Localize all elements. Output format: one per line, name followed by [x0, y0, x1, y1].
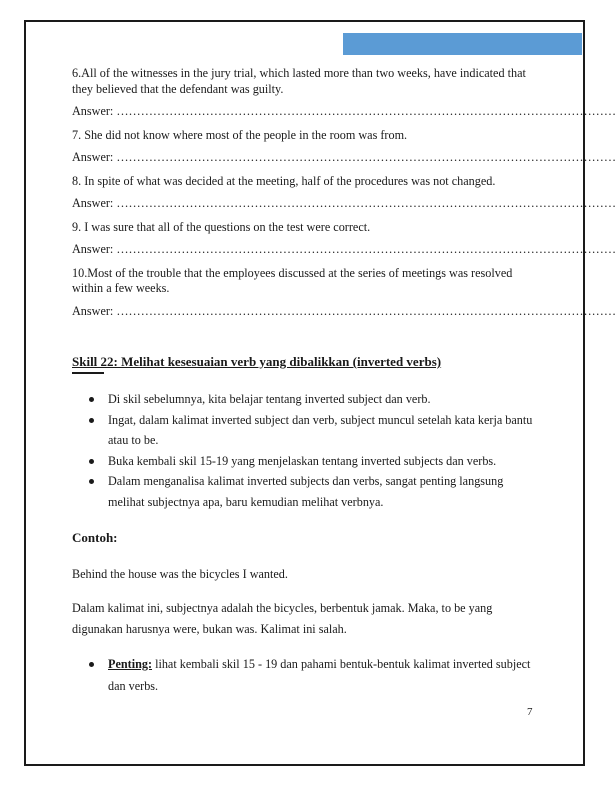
heading-underline-rule	[72, 372, 104, 374]
question-6: 6.All of the witnesses in the jury trial, which lasted more than two weeks, have indicated that they believed that the defendant was guilty.	[72, 66, 526, 96]
skill-heading: Skill 22: Melihat kesesuaian verb yang dibalikkan (inverted verbs)	[72, 354, 442, 369]
exercise-list	[72, 66, 616, 327]
answer-line-10: Answer: ……………………………………………………………………………………………………………	[72, 303, 616, 318]
bullet-icon	[89, 397, 94, 402]
example-heading: Contoh:	[72, 530, 118, 545]
list-item	[88, 653, 538, 697]
question-8: 8. In spite of what was decided at the meeting, half of the procedures was not changed.	[72, 173, 496, 188]
skill-bullet-list	[88, 389, 538, 512]
list-item: Ingat, dalam kalimat inverted subject dan verb, subject muncul setelah kata kerja bantu atau to be.	[88, 410, 538, 451]
answer-line-8: Answer: ……………………………………………………………………………………………………………	[72, 196, 616, 210]
question-10: 10.Most of the trouble that the employees discussed at the series of meetings was resolved within a few weeks.	[72, 265, 513, 295]
bullet-icon	[89, 418, 94, 423]
note-label: Penting:	[108, 657, 153, 671]
header-color-bar	[343, 33, 582, 55]
example-sentence: Behind the house was the bicycles I wanted.	[72, 567, 288, 581]
note-list	[88, 653, 538, 697]
question-7: 7. She did not know where most of the people in the room was from.	[72, 127, 408, 142]
list-item: Dalam menganalisa kalimat inverted subjects dan verbs, sangat penting langsung melihat subjectnya apa, baru kemudian melihat verbnya.	[88, 471, 538, 512]
bullet-icon	[89, 479, 94, 484]
list-item: Di skil sebelumnya, kita belajar tentang inverted subject dan verb.	[88, 389, 538, 410]
answer-line-9: Answer: ……………………………………………………………………………………………………………	[72, 242, 616, 256]
answer-line-7: Answer: ……………………………………………………………………………………………………………	[72, 150, 616, 164]
question-9: 9. I was sure that all of the questions on the test were correct.	[72, 219, 371, 234]
example-explanation: Dalam kalimat ini, subjectnya adalah the bicycles, berbentuk jamak. Maka, to be yang digunakan harusnya were, bukan was. Kalimat ini salah.	[72, 601, 493, 636]
bullet-icon	[89, 459, 94, 464]
answer-line-6: Answer: ……………………………………………………………………………………………………………	[72, 104, 616, 118]
note-text: lihat kembali skil 15 - 19 dan pahami bentuk-bentuk kalimat inverted subject dan verbs.	[108, 657, 531, 693]
list-item: Buka kembali skil 15-19 yang menjelaskan tentang inverted subjects dan verbs.	[88, 451, 538, 472]
page-number: 7	[527, 706, 533, 718]
bullet-icon	[89, 662, 94, 667]
